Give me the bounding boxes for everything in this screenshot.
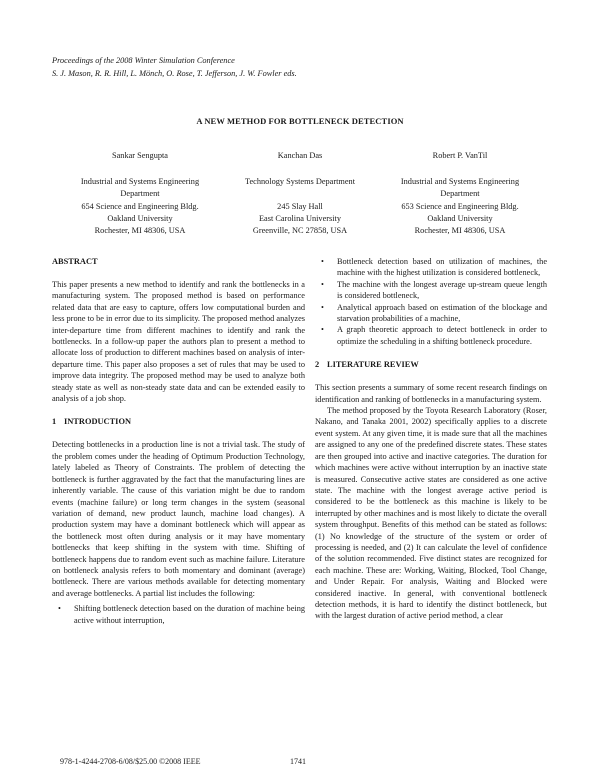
- author-affiliation-line: Industrial and Systems Engineering: [80, 177, 200, 187]
- list-item: • Analytical approach based on estimation of the blockage and starvation probabilities of a machine,: [315, 302, 547, 325]
- list-item: • Shifting bottleneck detection based on the duration of machine being active without interruption,: [52, 603, 305, 626]
- section-number: 1: [52, 417, 57, 427]
- footer-isbn: 978-1-4244-2708-6/08/$25.00 ©2008 IEEE: [60, 757, 201, 766]
- author-affiliation-line: Technology Systems Department: [244, 177, 356, 187]
- author-affiliation-line: Oakland University: [427, 213, 493, 223]
- proceedings-header: [52, 55, 297, 80]
- right-column: [315, 256, 547, 622]
- abstract-text: This paper presents a new method to identify and rank the bottlenecks in a manufacturing system. The proposed method is based on performance related data that are easy to capture, offers low computational burden and less prone to be in error due to its simplicity. The proposed method analyzes inter-departure time from different machines to identify and rank the bottlenecks. In a follow-up paper the authors plan to present a method to allocate loss of production to different machines based on analysis of inter-departure time. This paper also proposes a set of rules that may be used to improve data integrity. The proposed method may be used to analyze both steady state as well as non-steady state data and can be extended easily to analysis of a job shop.: [52, 280, 305, 404]
- author-affiliation-line: Department: [440, 189, 480, 199]
- literature-paragraph-2: The method proposed by the Toyota Research Laboratory (Roser, Nakano, and Tanaka 2001, 2002) specifically applies to a discrete event system. At any given time, it is made sure that all the machines are assigned to any one of the predefined discrete states. These states are then grouped into active and inactive categories. The duration for which machines were active without interruption by an inactive state is measured. Consecutive active states are considered as one active state. The machine with the longest average active period is considered to be the bottleneck as this machine is likely to be interrupted by other machines and is most likely to dictate the overall system throughput. Benefits of this method can be stated as follows: (1) No knowledge of the structure of the system or order of processing is needed, and (2) It can calculate the level of confidence of the solution recommended. Five distinct states are recognized for each machine. These are: Working, Waiting, Blocked, Tool Change, and Under Repair. For analysis, Waiting and Blocked were considered inactive. In general, with conventional bottleneck detection methods, it is hard to identify the distinct bottleneck, but with the largest duration of active period method, a clear: [315, 406, 547, 621]
- list-item: • Bottleneck detection based on utilization of machines, the machine with the highest utilization is considered bottleneck,: [315, 256, 547, 279]
- list-item: • A graph theoretic approach to detect bottleneck in order to optimize the scheduling in a shifting bottleneck procedure.: [315, 324, 547, 347]
- author-affiliation-line: Oakland University: [107, 213, 173, 223]
- bottleneck-methods-list: [315, 256, 547, 347]
- author-name: Robert P. VanTil: [432, 151, 488, 160]
- proceedings-title: Proceedings of the 2008 Winter Simulation Conference: [52, 56, 235, 65]
- section-title: INTRODUCTION: [64, 417, 132, 427]
- introduction-text: Detecting bottlenecks in a production line is not a trivial task. The study of the problem comes under the heading of Optimum Production Technology, lately labeled as Theory of Constraints. The problem of detecting the bottleneck is further aggravated by the fact that the manufacturing lines are inherently variable. The cause of this variation might be due to random events (machine failure) or long term changes in the system (seasonal variation of demand, new product launch, machine load changes). A production system may have a dominant bottleneck which will appear as the bottleneck most often during analysis or it may have momentary bottlenecks that keep shifting in the system with time. Shifting of bottleneck happens due to random event such as machine failure. Literature on bottleneck analysis refers to both momentary and dominant (average) bottleneck. There are various methods available for detecting momentary and average bottlenecks. A partial list includes the following:: [52, 440, 305, 598]
- list-item: • The machine with the longest average up-stream queue length is considered bottleneck,: [315, 279, 547, 302]
- literature-paragraph-1: This section presents a summary of some recent research findings on identification and ranking of bottlenecks in a manufacturing system.: [315, 383, 547, 404]
- author-affiliation-line: Industrial and Systems Engineering: [400, 177, 520, 187]
- introduction-heading: [52, 416, 305, 427]
- author-block-3: [365, 150, 555, 237]
- paper-title: A NEW METHOD FOR BOTTLENECK DETECTION: [196, 116, 404, 126]
- literature-heading: [315, 359, 547, 370]
- author-affiliation-line: Department: [120, 189, 160, 199]
- author-affiliation-line: 654 Science and Engineering Bldg.: [81, 201, 199, 211]
- author-affiliation-line: 245 Slay Hall: [277, 201, 323, 211]
- left-column: [52, 256, 305, 626]
- proceedings-editors: S. J. Mason, R. R. Hill, L. Mönch, O. Rose, T. Jefferson, J. W. Fowler eds.: [52, 68, 297, 78]
- abstract-heading: ABSTRACT: [52, 257, 98, 266]
- author-name: Sankar Sengupta: [112, 151, 168, 160]
- author-affiliation-line: Greenville, NC 27858, USA: [252, 226, 348, 235]
- author-name: Kanchan Das: [277, 151, 323, 160]
- introduction-bullet-list: [52, 603, 305, 626]
- author-affiliation-line: Rochester, MI 48306, USA: [94, 226, 186, 236]
- section-number: 2: [315, 360, 320, 370]
- author-affiliation-line: East Carolina University: [258, 213, 342, 223]
- section-title: LITERATURE REVIEW: [327, 360, 419, 370]
- author-affiliation-line: 653 Science and Engineering Bldg.: [401, 201, 519, 211]
- page-number: 1741: [290, 757, 306, 766]
- author-affiliation-line: Rochester, MI 48306, USA: [414, 226, 506, 236]
